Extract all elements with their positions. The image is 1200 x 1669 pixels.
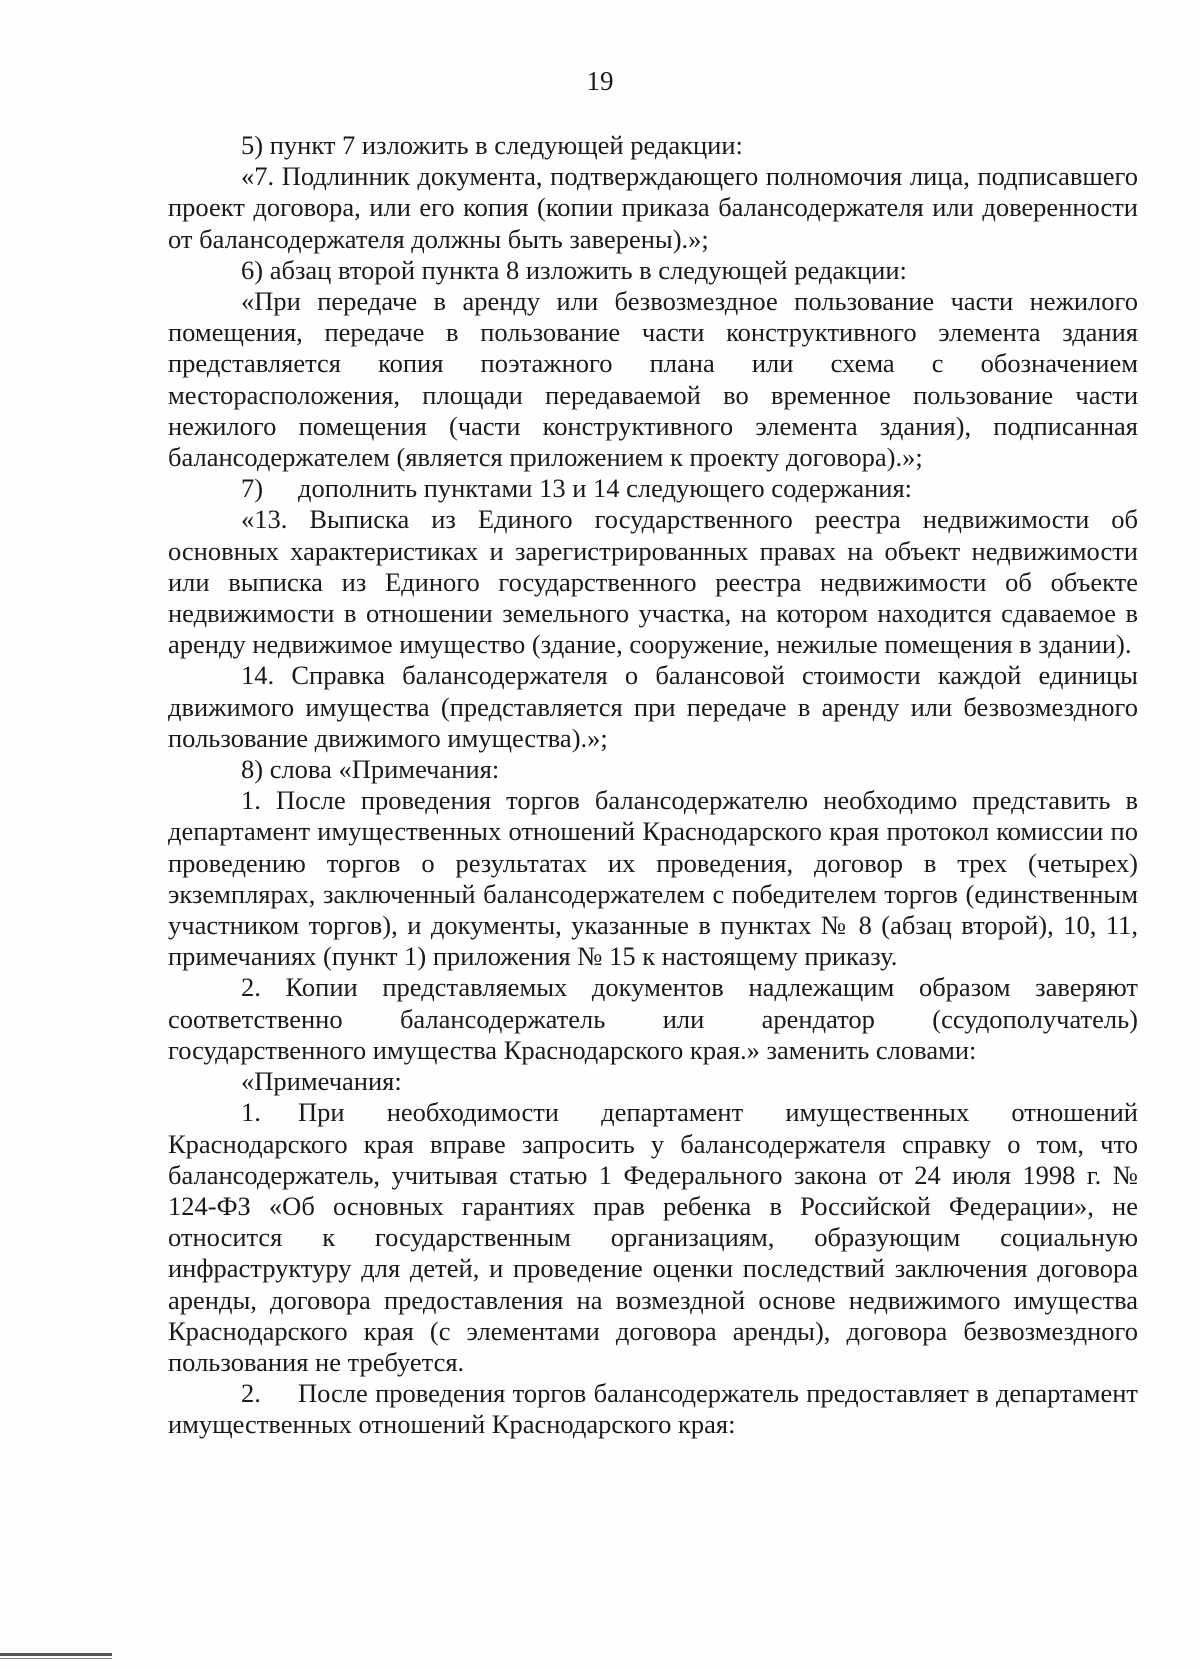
- paragraph-point-13: «13. Выписка из Единого государственного реестра недвижимости об основных характеристиках и зарегистрированных правах на объект недвижимости или выписка из Единого государственного реестра недвижимости об объекте недвижимости в отношении земельного участка, на котором находится сдаваемое в аренду недвижимое имущество (здание, сооружение, нежилые помещения в здании).: [168, 504, 1138, 660]
- scan-edge-mark: [0, 1653, 112, 1656]
- item-text: При необходимости департамент имущественных отношений Краснодарского края вправе запросить у балансодержателя справку о том, что балансодержатель, учитывая статью 1 Федерального закона от 24 июля 1998 г. № 124-ФЗ «Об основных гарантиях прав ребенка в Российской Федерации», не относится к государственным организациям, образующим социальную инфраструктуру для детей, и проведение оценки последствий заключения договора аренды, договора предоставления на возмездной основе недвижимого имущества Краснодарского края (с элементами договора аренды), договора безвозмездного пользования не требуется.: [168, 1097, 1138, 1377]
- paragraph-point-8-text: «При передаче в аренду или безвозмездное пользование части нежилого помещения, передаче в пользование части конструктивного элемента здания представляется копия поэтажного плана или схема с обозначением месторасположения, площади передаваемой во временное пользование части нежилого помещения (части конструктивного элемента здания), подписанная балансодержателем (является приложением к проекту договора).»;: [168, 286, 1138, 473]
- paragraph-point-14: 14. Справка балансодержателя о балансовой стоимости каждой единицы движимого имущества (представляется при передаче в аренду или безвозмездного пользование движимого имущества).»;: [168, 660, 1138, 753]
- paragraph-old-note-2: 2. Копии представляемых документов надлежащим образом заверяют соответственно балансодержатель или арендатор (ссудополучатель) государственного имущества Краснодарского края.» заменить словами:: [168, 972, 1138, 1065]
- paragraph-notes-heading: «Примечания:: [241, 1066, 402, 1097]
- paragraph-point-7-text: «7. Подлинник документа, подтверждающего полномочия лица, подписавшего проект договора, или его копия (копии приказа балансодержателя или доверенности от балансодержателя должны быть заверены).»;: [168, 161, 1138, 254]
- paragraph-item-6: 6) абзац второй пункта 8 изложить в следующей редакции:: [241, 254, 907, 285]
- item-marker: 2.: [241, 1378, 261, 1409]
- document-body: [168, 130, 1138, 1441]
- paragraph-new-note-2: [168, 1378, 1138, 1440]
- scan-edge-mark: [0, 1658, 112, 1659]
- paragraph-item-8: 8) слова «Примечания:: [241, 754, 500, 785]
- paragraph-old-note-1: 1. После проведения торгов балансодержателю необходимо представить в департамент имущественных отношений Краснодарского края протокол комиссии по проведению торгов о результатах их проведения, договор в трех (четырех) экземплярах, заключенный балансодержателем с победителем торгов (единственным участником торгов), и документы, указанные в пунктах № 8 (абзац второй), 10, 11, примечаниях (пункт 1) приложения № 15 к настоящему приказу.: [168, 785, 1138, 972]
- paragraph-new-note-1: [168, 1097, 1138, 1378]
- page-number: 19: [586, 66, 614, 96]
- paragraph-item-5: 5) пункт 7 изложить в следующей редакции:: [241, 130, 743, 160]
- paragraph-item-7: [168, 473, 1138, 504]
- item-marker: 7): [241, 473, 264, 504]
- item-text: дополнить пунктами 13 и 14 следующего содержания:: [298, 473, 913, 504]
- item-text: После проведения торгов балансодержатель предоставляет в департамент имущественных отношений Краснодарского края:: [168, 1378, 1138, 1440]
- item-marker: 1.: [241, 1097, 261, 1128]
